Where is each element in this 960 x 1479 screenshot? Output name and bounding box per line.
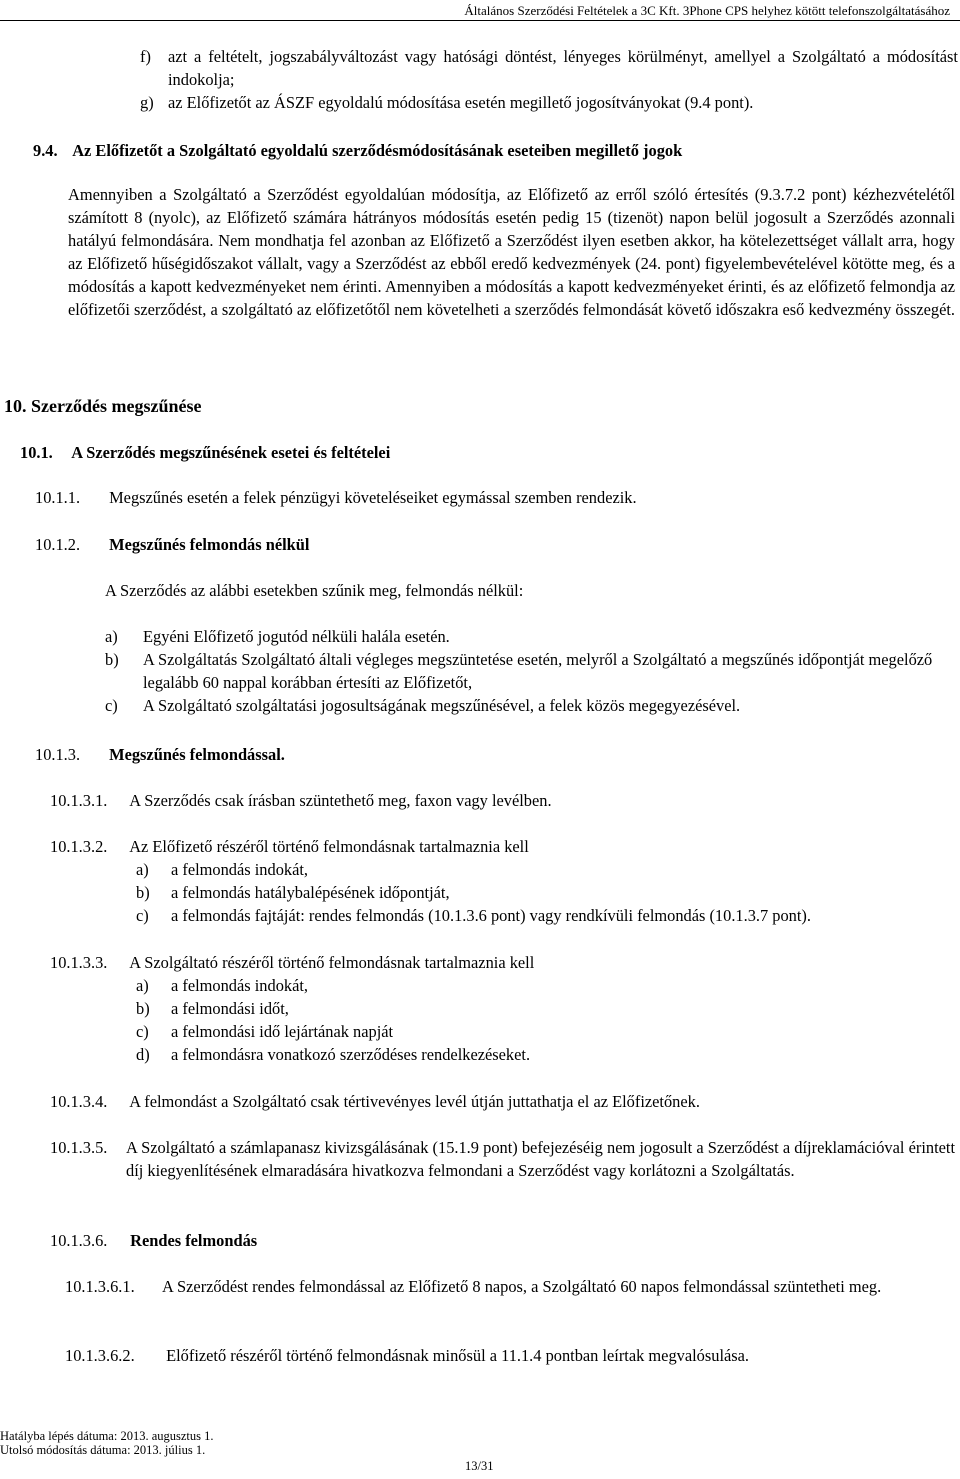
- list-marker: a): [136, 976, 149, 995]
- list-10-1-2: [105, 625, 957, 717]
- list-item: [105, 648, 957, 694]
- list-10-1-3-3: [136, 974, 958, 1066]
- list-fg: [140, 45, 958, 114]
- clause-10-1-3-5: [50, 1136, 955, 1182]
- list-marker: a): [136, 860, 149, 879]
- clause-10-1-3-6-1: [65, 1275, 955, 1298]
- list-marker: c): [136, 906, 149, 925]
- list-text: a felmondásra vonatkozó szerződéses rendelkezéseket.: [171, 1045, 531, 1064]
- list-marker: c): [136, 1022, 149, 1041]
- list-marker: f): [140, 47, 151, 66]
- clause-number: 10.1.3.6.2.: [65, 1346, 135, 1365]
- clause-10-1-3-6: [50, 1229, 955, 1252]
- clause-number: 10.1.3.6.1.: [65, 1277, 135, 1296]
- list-text: Egyéni Előfizető jogutód nélküli halála esetén.: [143, 627, 450, 646]
- list-text: A Szolgáltató szolgáltatási jogosultságának megszűnésével, a felek közös megegyezésével.: [143, 696, 741, 715]
- list-marker: c): [105, 696, 118, 715]
- chapter-heading-10: 10. Szerződés megszűnése: [4, 396, 202, 416]
- section-number: 9.4.: [33, 141, 58, 160]
- clause-number: 10.1.3.5.: [50, 1138, 108, 1157]
- list-item: [136, 881, 958, 904]
- clause-10-1-3-2: [50, 835, 955, 858]
- footer-effective-date: Hatályba lépés dátuma: 2013. augusztus 1.: [0, 1429, 214, 1443]
- list-text: az Előfizetőt az ÁSZF egyoldalú módosítása esetén megillető jogosítványokat (9.4 pont).: [168, 93, 754, 112]
- list-text: a felmondás indokát,: [171, 860, 309, 879]
- section-number: 10.1.: [20, 443, 53, 462]
- list-item: [136, 858, 958, 881]
- clause-title: Megszűnés felmondással.: [109, 745, 285, 764]
- list-marker: b): [105, 650, 119, 669]
- footer-modified-date: Utolsó módosítás dátuma: 2013. július 1.: [0, 1443, 206, 1457]
- clause-number: 10.1.3.2.: [50, 837, 108, 856]
- clause-10-1-3: [35, 743, 955, 766]
- clause-text: A Szolgáltató részéről történő felmondásnak tartalmaznia kell: [129, 953, 535, 972]
- section-paragraph-9-4: Amennyiben a Szolgáltató a Szerződést egyoldalúan módosítja, az Előfizető az erről szóló értesítés (9.3.7.2 pont) kézhezvételétől számított 8 (nyolc), az Előfizető számára hátrányos módosítás esetén pedig 15 (tizenöt) napon belül jogosult a Szerződés azonnali hatályú felmondására. Nem mondhatja fel azonban az Előfizető a Szerződést ilyen esetben akkor, ha kötelezettséget vállalt arra, hogy az Előfizető hűségidőszakot vállalt, vagy a Szerződést az ebből eredő kedvezmények (24. pont) figyelembevételével kötötte meg, és a módosítás a kapott kedvezményeket nem érinti. Amennyiben a módosítás a kapott kedvezményeket érinti, és az előfizető felmondja az előfizetői szerződést, a szolgáltató az előfizetőtől nem követelheti a szerződés felmondását követő időszakra eső kedvezmény összegét.: [68, 185, 956, 319]
- clause-intro: A Szerződés az alábbi esetekben szűnik meg, felmondás nélkül:: [105, 581, 524, 600]
- section-title: A Szerződés megszűnésének esetei és feltételei: [71, 443, 391, 462]
- list-item: [105, 694, 957, 717]
- list-marker: b): [136, 999, 150, 1018]
- list-text: azt a feltételt, jogszabályváltozást vagy hatósági döntést, lényeges körülményt, amellyel a Szolgáltató a módosítást indokolja;: [168, 47, 958, 89]
- list-marker: g): [140, 93, 154, 112]
- clause-text: A Szerződés csak írásban szüntethető meg, faxon vagy levélben.: [129, 791, 552, 810]
- list-item: [136, 1043, 958, 1066]
- list-text: a felmondás indokát,: [171, 976, 309, 995]
- clause-title: Rendes felmondás: [130, 1231, 258, 1250]
- section-title: Az Előfizetőt a Szolgáltató egyoldalú szerződésmódosításának eseteiben megillető jogok: [72, 141, 683, 160]
- list-marker: d): [136, 1045, 150, 1064]
- section-heading-9-4: [33, 139, 953, 162]
- clause-number: 10.1.3.4.: [50, 1092, 108, 1111]
- clause-number: 10.1.2.: [35, 535, 81, 554]
- list-item: [140, 45, 958, 91]
- clause-number: 10.1.3.6.: [50, 1231, 108, 1250]
- list-item: [136, 974, 958, 997]
- list-item: [105, 625, 957, 648]
- clause-text: Megszűnés esetén a felek pénzügyi követeléseiket egymással szemben rendezik.: [109, 488, 637, 507]
- list-item: [136, 1020, 958, 1043]
- section-heading-10-1: [20, 441, 940, 464]
- clause-10-1-3-1: [50, 789, 955, 812]
- list-text: a felmondás hatálybalépésének időpontját,: [171, 883, 450, 902]
- clause-text: A Szerződést rendes felmondással az Előfizető 8 napos, a Szolgáltató 60 napos felmondással szüntetheti meg.: [162, 1277, 882, 1296]
- clause-number: 10.1.3.: [35, 745, 81, 764]
- list-item: [136, 904, 958, 927]
- clause-number: 10.1.3.1.: [50, 791, 108, 810]
- clause-text: A Szolgáltató a számlapanasz kivizsgálásának (15.1.9 pont) befejezéséig nem jogosult a Szerződést a díjreklamációval érintett díj kiegyenlítésének elmaradására hivatkozva felmondani a Szerződést vagy korlátozni a Szolgáltatás.: [126, 1138, 955, 1180]
- list-text: A Szolgáltatás Szolgáltató általi végleges megszüntetése esetén, melyről a Szolgáltató a megszűnés időpontját megelőző legalább 60 nappal korábban értesíti az Előfizetőt,: [143, 650, 933, 692]
- clause-10-1-3-4: [50, 1090, 955, 1113]
- clause-title: Megszűnés felmondás nélkül: [109, 535, 310, 554]
- clause-text: A felmondást a Szolgáltató csak tértivevényes levél útján juttathatja el az Előfizetőnek.: [129, 1092, 700, 1111]
- clause-10-1-3-6-2: [65, 1344, 955, 1367]
- list-marker: a): [105, 627, 118, 646]
- running-header: Általános Szerződési Feltételek a 3C Kft. 3Phone CPS helyhez kötött telefonszolgáltatásához: [464, 3, 950, 18]
- list-text: a felmondás fajtáját: rendes felmondás (10.1.3.6 pont) vagy rendkívüli felmondás (10.1.3.7 pont).: [171, 906, 811, 925]
- clause-10-1-3-3: [50, 951, 955, 974]
- clause-number: 10.1.1.: [35, 488, 81, 507]
- list-item: [136, 997, 958, 1020]
- list-text: a felmondási időt,: [171, 999, 289, 1018]
- page-number: 13/31: [465, 1459, 494, 1473]
- list-marker: b): [136, 883, 150, 902]
- clause-10-1-1: [35, 486, 955, 509]
- list-text: a felmondási idő lejártának napját: [171, 1022, 394, 1041]
- list-item: [140, 91, 958, 114]
- header-rule: [0, 20, 960, 21]
- clause-text: Az Előfizető részéről történő felmondásnak tartalmaznia kell: [129, 837, 529, 856]
- clause-number: 10.1.3.3.: [50, 953, 108, 972]
- clause-10-1-2: [35, 533, 955, 556]
- clause-text: Előfizető részéről történő felmondásnak minősül a 11.1.4 pontban leírtak megvalósulása.: [166, 1346, 750, 1365]
- list-10-1-3-2: [136, 858, 958, 927]
